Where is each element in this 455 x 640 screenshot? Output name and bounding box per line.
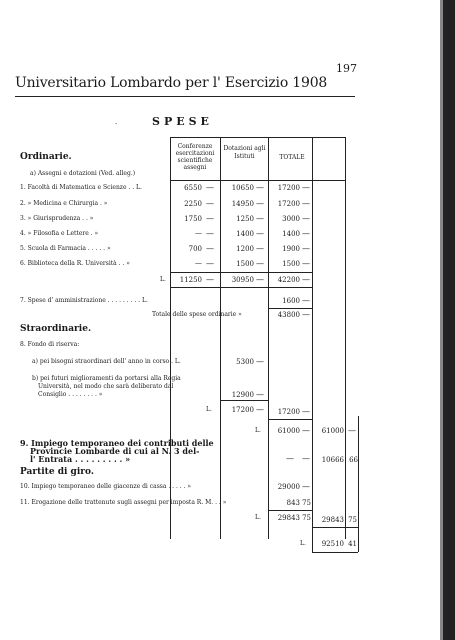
col-header-conferenze: Conferenze esercitazioni scientifiche assegni [175, 143, 215, 171]
row-3-tot-cents: — [302, 214, 310, 223]
row-2-tot: 17200 [277, 200, 300, 208]
spese-amm-val: 1600 [282, 297, 300, 305]
row-1-conf: 6550 [184, 184, 202, 192]
row-1-conf-cents: — [206, 183, 214, 192]
ordinarie-sum-conf: 11250 [179, 276, 202, 284]
fondo-sum-rule [220, 400, 268, 401]
totale-ordinarie-cents: — [302, 310, 310, 319]
fondo-a-label: a) pei bisogni straordinari dell' anno in corso . L. [32, 358, 181, 365]
row-10-cents: — [302, 482, 310, 491]
row-6-conf-cents: — [206, 259, 214, 268]
straordinarie-grand-right: 61000 [321, 427, 344, 435]
straordinarie-grand-right-cents: — [348, 426, 356, 435]
fondo-riserva-label: 8. Fondo di riserva: [20, 341, 80, 348]
ordinarie-sum-rule [170, 272, 312, 273]
row-2-dot-cents: — [256, 199, 264, 208]
final-box-bottom [312, 552, 358, 553]
row-1-dot: 10650 [231, 184, 254, 192]
row-1-tot: 17200 [277, 184, 300, 192]
row-5-label: 5. Scuola di Farmacia . . . . . » [20, 245, 111, 252]
row-5-conf: 700 [188, 245, 202, 253]
straordinarie-grand: 61000 [277, 427, 300, 435]
row-4-conf-cents: — [206, 229, 214, 238]
partite-sum-label: L. [255, 514, 261, 521]
row-5-conf-cents: — [206, 244, 214, 253]
final-val: 92510 [321, 540, 344, 548]
row-2-tot-cents: — [302, 199, 310, 208]
impiego-line-1: 9. Impiego temporaneo dei contributi delle [20, 438, 214, 448]
row-5-tot: 1900 [282, 245, 300, 253]
ordinarie-sum-conf-cents: — [206, 275, 214, 284]
row-6-label: 6. Biblioteca della R. Università . . » [20, 260, 130, 267]
spese-amm-cents: — [302, 296, 310, 305]
final-cents: 41 [348, 540, 357, 548]
row-3-dot: 1250 [236, 215, 254, 223]
impiego-tot-cents-dash: — [302, 454, 310, 463]
row-5-dot-cents: — [256, 244, 264, 253]
final-box-left [312, 530, 313, 552]
partite-sum-right-cents: 75 [348, 516, 357, 524]
partite-title: Partite di giro. [20, 467, 94, 477]
ordinarie-sum-tot-cents: — [302, 275, 310, 284]
header-rule [15, 96, 355, 97]
impiego-tot-dash: — [286, 454, 294, 463]
table-top-rule [170, 137, 345, 138]
final-box-right [358, 416, 359, 552]
ordinarie-sum-dot-cents: — [256, 275, 264, 284]
row-4-tot: 1400 [282, 230, 300, 238]
ordinarie-sum-tot: 42200 [277, 276, 300, 284]
impiego-line-3: l' Entrata . . . . . . . . . » [30, 454, 131, 464]
header-bottom-rule [170, 180, 345, 181]
running-header: Universitario Lombardo per l' Esercizio 1908 [15, 75, 328, 91]
page-edge-shadow [443, 0, 455, 640]
totale-ordinarie-val: 43800 [277, 311, 300, 319]
final-label: L. [300, 540, 306, 547]
fondo-a-cents: — [256, 357, 264, 366]
row-6-dot-cents: — [256, 259, 264, 268]
row-5-dot: 1200 [236, 245, 254, 253]
fondo-sum-label: L. [206, 406, 212, 413]
fondo-b-label-2: Università, nel modo che sarà deliberato dal [38, 383, 174, 390]
row-3-conf: 1750 [184, 215, 202, 223]
impiego-val: 10666 [321, 456, 344, 464]
partite-sum-right: 29843 [321, 516, 344, 524]
fondo-b-cents: — [256, 390, 264, 399]
partite-sum-val: 29843 [277, 514, 300, 522]
row-1-tot-cents: — [302, 183, 310, 192]
fondo-b-label-3: Consiglio . . . . . . . . » [38, 391, 103, 398]
impiego-cents: 66 [349, 456, 358, 464]
row-10-label: 10. Impiego temporaneo delle giacenze di cassa . . . . . » [20, 483, 192, 490]
row-2-conf: 2250 [184, 200, 202, 208]
row-11-label: 11. Erogazione delle trattenute sugli assegni per imposta R. M. . . » [20, 499, 227, 506]
ordinarie-title: Ordinarie. [20, 152, 72, 162]
col-line-4 [312, 137, 313, 539]
col-line-3 [268, 137, 269, 539]
row-6-dot: 1500 [236, 260, 254, 268]
row-4-conf: — [195, 229, 202, 237]
ordinarie-sum-bottom-rule [170, 287, 312, 288]
row-6-tot: 1500 [282, 260, 300, 268]
fondo-b-label-1: b) pei futuri miglioramenti da portarsi alla Regia [32, 375, 181, 382]
fondo-sum-tot: 17200 [277, 408, 300, 416]
partite-sum-rule [268, 510, 312, 511]
row-3-label: 3. » Giurisprudenza . . » [20, 215, 94, 222]
fondo-sum-val: 17200 [231, 406, 254, 414]
partite-sum-cents: 75 [302, 514, 311, 522]
totale-ordinarie-label: Totale delle spese ordinarie » [152, 311, 242, 318]
section-title: SPESE [152, 115, 213, 128]
col-line-1 [170, 137, 171, 539]
straordinarie-L-label: L. [255, 427, 261, 434]
straordinarie-grand-cents: — [302, 426, 310, 435]
stray-dot: . [115, 118, 118, 126]
row-2-conf-cents: — [206, 199, 214, 208]
row-2-dot: 14950 [231, 200, 254, 208]
row-10-val: 29000 [277, 483, 300, 491]
row-3-conf-cents: — [206, 214, 214, 223]
row-5-tot-cents: — [302, 244, 310, 253]
row-4-tot-cents: — [302, 229, 310, 238]
ordinarie-subtitle: a) Assegni e dotazioni (Ved. alleg.) [30, 170, 136, 177]
totale-ordinarie-rule [268, 308, 312, 309]
row-6-tot-cents: — [302, 259, 310, 268]
impiego-line-2: Provincie Lombarde di cui al N. 3 del- [30, 446, 200, 456]
row-11-val: 843 [286, 499, 300, 507]
fondo-total-rule [268, 419, 312, 420]
col-header-totale: TOTALE [279, 154, 305, 161]
ordinarie-sum-dot: 30950 [231, 276, 254, 284]
col-line-2 [220, 137, 221, 539]
row-11-cents: 75 [302, 499, 311, 507]
row-1-dot-cents: — [256, 183, 264, 192]
fondo-sum-tot-cents: — [302, 407, 310, 416]
row-4-dot: 1400 [236, 230, 254, 238]
row-3-dot-cents: — [256, 214, 264, 223]
row-6-conf: — [195, 259, 202, 267]
straordinarie-title: Straordinarie. [20, 324, 92, 334]
row-4-dot-cents: — [256, 229, 264, 238]
col-line-5 [345, 137, 346, 539]
fondo-a-val: 5300 [236, 358, 254, 366]
spese-amm-label: 7. Spese d' amministrazione . . . . . . . . . L. [20, 297, 148, 304]
row-2-label: 2. » Medicina e Chirurgia . » [20, 200, 108, 207]
ordinarie-sum-label: L. [160, 276, 166, 283]
col-header-dotazioni: Dotazioni agli Istituti [223, 145, 266, 160]
fondo-b-val: 12900 [231, 391, 254, 399]
final-rule [312, 527, 358, 528]
row-4-label: 4. » Filosofia e Lettere . » [20, 230, 99, 237]
fondo-sum-cents: — [256, 405, 264, 414]
row-3-tot: 3000 [282, 215, 300, 223]
page-number: 197 [336, 62, 357, 75]
row-1-label: 1. Facoltà di Matematica e Scienze . . L. [20, 184, 142, 191]
